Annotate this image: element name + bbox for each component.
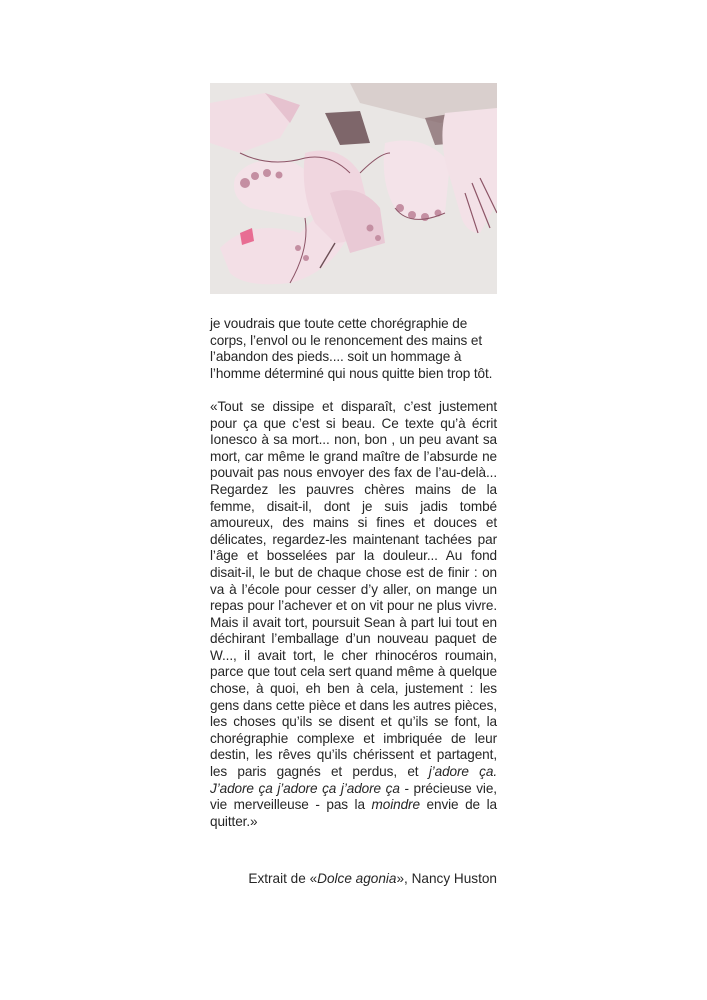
watercolor-hands-and-feet-illustration	[210, 83, 497, 294]
caption-title: Dolce agonia	[317, 871, 397, 886]
article-text	[210, 316, 497, 830]
source-caption	[210, 871, 497, 888]
quote-text-3: envie de la quitter.»	[210, 797, 497, 829]
quote-text-2: - précieuse vie, vie merveilleuse - pas la	[210, 780, 497, 813]
quote-paragraph	[210, 399, 497, 830]
caption-prefix: Extrait de «	[248, 871, 318, 886]
quote-text-1: «Tout se dissipe et disparaît, c’est justement pour ça que c’est si beau. Ce texte qu’à écrit Ionesco à sa mort... non, bon , un peu avant sa mort, car même le grand maître de l’absurde ne pouvait pas nous envoyer des fax de l’au-delà... Regardez les pauvres chères mains de la femme, disait-il, dont je suis jadis tombé amoureux, des mains si fines et douces et délicates, regardez-les maintenant tachées par l’âge et bosselées par la douleur... Au fond disait-il, le but de chaque chose est de finir : on va à l’école pour cesser d’y aller, on mange un repas pour l’achever et on vit pour ne plus vivre. Mais il avait tort, poursuit Sean à part lui tout en déchirant l’emballage d’un nouveau paquet de W..., il avait tort, le cher rhinocéros roumain, parce que tout cela sert quand même à quelque chose, à quoi, eh ben à cela, justement : les gens dans cette pièce et dans les autres pièces, les choses qu’ils se disent et qu’ils se font, la chorégraphie complexe et imbriquée de leur destin, les rêves qu’ils chérissent et partagent, les paris gagnés et perdus, et	[210, 398, 497, 780]
intro-paragraph: je voudrais que toute cette chorégraphie de corps, l’envol ou le renoncement des mains et l’abandon des pieds.... soit un hommage à l’homme déterminé qui nous quitte bien trop tôt.	[210, 316, 493, 381]
quote-italic-2: moindre	[371, 797, 420, 813]
caption-suffix: », Nancy Huston	[396, 871, 497, 886]
quote-italic-1: j’adore ça. J’adore ça j’adore ça j’adore ça	[210, 764, 498, 796]
hands-feet-icon	[210, 83, 497, 294]
